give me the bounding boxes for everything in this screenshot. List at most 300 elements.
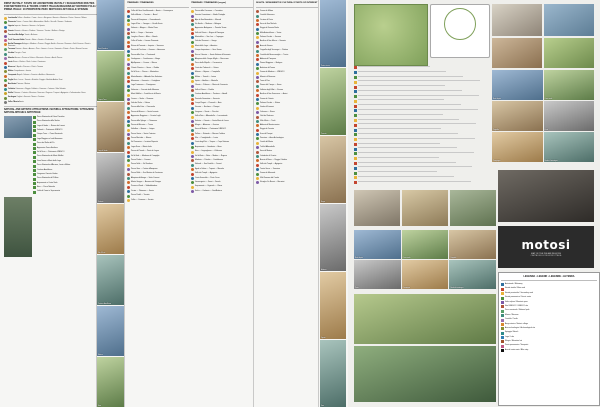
itinerary-label: Biella — Oropa — Santuario bbox=[131, 31, 154, 34]
marker-icon bbox=[256, 181, 259, 184]
attraction-entry bbox=[33, 190, 97, 193]
sight-row bbox=[256, 10, 318, 13]
itinerary-row bbox=[191, 27, 253, 30]
attraction-marker-icon bbox=[33, 121, 36, 124]
sight-row bbox=[256, 71, 318, 74]
sights-list bbox=[256, 10, 318, 185]
sight-label: Sassi di Matera bbox=[260, 150, 273, 153]
marker-icon bbox=[191, 63, 194, 66]
legend-item bbox=[501, 349, 597, 352]
marker-icon bbox=[191, 89, 194, 92]
itinerary-label: Alpe di San Benedetto — Marradi bbox=[195, 18, 222, 21]
note-row bbox=[354, 181, 488, 185]
attraction-label: Aspromonte e Costa Viola bbox=[37, 181, 58, 184]
note-row bbox=[354, 176, 488, 180]
marker-icon bbox=[191, 72, 194, 75]
sight-label: Villa d'Este — Tivoli bbox=[260, 119, 276, 122]
attractions-title: NATURAL AND ARTISTIC ATTRACTIONS / NATURAL ATTRACTIONS / ATTRAZIONI NATURALISTICHE E ARTISTICHE bbox=[4, 109, 94, 114]
photo-band-lower bbox=[354, 230, 496, 290]
photo-thumb bbox=[97, 201, 124, 254]
map-side bbox=[348, 0, 600, 407]
photo-thumb bbox=[97, 150, 124, 203]
legend-item bbox=[501, 305, 597, 308]
note-marker-icon bbox=[354, 167, 357, 170]
itinerary-label: Cilento — Palinuro — Marina di Camerota bbox=[195, 84, 228, 87]
sight-row bbox=[256, 40, 318, 43]
sight-label: Reggia di Venaria Reale bbox=[260, 27, 279, 30]
photo-strip-a bbox=[97, 0, 124, 407]
region-label: Liguria Imperia • Savona • Genova • La Spezia bbox=[8, 25, 45, 28]
marker-icon bbox=[127, 168, 130, 171]
region-entry bbox=[4, 83, 97, 86]
legend-swatch-icon bbox=[501, 319, 504, 322]
marker-icon bbox=[127, 107, 130, 110]
region-color-dot bbox=[4, 21, 7, 24]
sight-row bbox=[256, 141, 318, 144]
itinerary-label: Passo Gavia — Santa Caterina bbox=[131, 132, 156, 135]
legend-label: Museo / Museum bbox=[505, 313, 519, 316]
legend-label: Strada statale / Main road bbox=[505, 287, 526, 290]
region-label: Veneto Venezia • Verona • Padova • Vicenza • Treviso • Belluno • Rovigo bbox=[8, 29, 65, 32]
divider bbox=[4, 106, 97, 107]
itinerary-row bbox=[127, 76, 189, 79]
itinerary-row bbox=[191, 19, 253, 22]
legend-swatch-icon bbox=[501, 323, 504, 326]
sight-row bbox=[256, 155, 318, 158]
photo-caption: Porto bbox=[355, 287, 359, 289]
attraction-entry bbox=[33, 142, 97, 145]
legend-item bbox=[501, 296, 597, 299]
region-color-dot bbox=[4, 75, 7, 78]
marker-icon bbox=[256, 98, 259, 101]
marker-icon bbox=[127, 111, 130, 114]
attraction-marker-icon bbox=[33, 129, 36, 132]
sight-label: Valle dei Templi — Agrigento bbox=[260, 163, 283, 166]
marker-icon bbox=[127, 173, 130, 176]
photo-village bbox=[492, 38, 542, 68]
legend-item bbox=[501, 314, 597, 317]
itinerary-row bbox=[127, 54, 189, 57]
photo-thumb bbox=[492, 70, 543, 100]
itinerary-label: Valle dei Templi — Agrigento bbox=[195, 172, 218, 175]
sight-label: Battistero di Parma bbox=[260, 66, 275, 69]
itinerary-label: Matese — Bojano — Campitello bbox=[195, 71, 220, 74]
marker-icon bbox=[256, 111, 259, 114]
marker-icon bbox=[127, 58, 130, 61]
note-row bbox=[354, 99, 488, 103]
circle-graphic bbox=[444, 8, 476, 40]
photo-caption: Cascata bbox=[321, 133, 327, 135]
region-color-dot bbox=[4, 57, 7, 60]
itinerary-row bbox=[191, 168, 253, 171]
marker-icon bbox=[191, 133, 194, 136]
marker-icon bbox=[191, 124, 194, 127]
marker-icon bbox=[256, 151, 259, 154]
region-color-dot bbox=[4, 17, 7, 20]
itinerary-row bbox=[127, 128, 189, 131]
itinerary-row bbox=[127, 194, 189, 197]
itinerary-label: Lago Trasimeno — Passignano bbox=[131, 84, 156, 87]
photo-caption: Costiera Amalfitana bbox=[98, 303, 112, 305]
attraction-label: Parco Nazionale del Gran Paradiso bbox=[37, 115, 65, 118]
attraction-entry bbox=[33, 133, 97, 136]
itinerary-row bbox=[127, 185, 189, 188]
itinerary-label: Costa degli Dei — Tropea — Capo Vaticano bbox=[195, 141, 230, 144]
sight-label: Piazza Maggiore — Bologna bbox=[260, 62, 283, 65]
itinerary-row bbox=[127, 133, 189, 136]
brand-line-1: MAP OF THE ITALIAN REGIONS bbox=[531, 252, 561, 255]
photo-church bbox=[354, 190, 400, 226]
sight-label: Villa Romana del Casale bbox=[260, 176, 280, 179]
itinerary-row bbox=[191, 71, 253, 74]
note-row bbox=[354, 109, 488, 113]
itinerary-label: Nebrodi — San Fratello — Cesarò bbox=[195, 163, 222, 166]
sight-label: Duomo di Orvieto bbox=[260, 97, 274, 100]
itinerary-label: Supramonte — Orgosolo — Oliena bbox=[195, 185, 223, 188]
itinerary-label: Passo dello Spluga — Chiavenna bbox=[131, 119, 158, 122]
photo-thumb bbox=[544, 129, 595, 162]
marker-icon bbox=[127, 32, 130, 35]
legend-swatch-icon bbox=[501, 345, 504, 348]
sight-row bbox=[256, 27, 318, 30]
sight-row bbox=[256, 106, 318, 109]
itinerary-label: Altopiano di Asiago — Sette Comuni bbox=[131, 176, 160, 179]
legend-box bbox=[498, 272, 600, 406]
itinerary-row bbox=[127, 14, 189, 17]
itinerary-label: Monte Grappa — Bassano del Grappa bbox=[131, 180, 161, 183]
region-label: Valle d'Aosta Aosta bbox=[8, 100, 24, 103]
marker-icon bbox=[191, 129, 194, 132]
itinerary-label: Salento — Otranto — Santa Maria di Leuca bbox=[195, 119, 229, 122]
region-color-dot bbox=[4, 97, 7, 100]
itinerary-label: Altopiano delle Cinque Miglia — Roccaraso bbox=[195, 58, 229, 61]
marker-icon bbox=[256, 116, 259, 119]
itinerary-row bbox=[127, 45, 189, 48]
photo-large bbox=[4, 197, 32, 257]
sight-label: Mosaici di Ravenna bbox=[260, 75, 276, 78]
sight-row bbox=[256, 80, 318, 83]
marker-icon bbox=[191, 23, 194, 26]
sight-row bbox=[256, 181, 318, 184]
marker-icon bbox=[256, 164, 259, 167]
sight-label: Paestum — Area Archeologica bbox=[260, 137, 284, 140]
note-marker-icon bbox=[354, 124, 357, 127]
itinerary-label: Lago d'Iseo — Monte Isola bbox=[131, 145, 152, 148]
note-row bbox=[354, 104, 488, 108]
sight-row bbox=[256, 89, 318, 92]
marker-icon bbox=[191, 155, 194, 158]
photo-valley bbox=[354, 346, 496, 402]
attraction-entry bbox=[33, 138, 97, 141]
note-row bbox=[354, 76, 488, 80]
itinerary-row bbox=[191, 177, 253, 180]
attraction-label: Dolomiti — Patrimonio UNESCO bbox=[37, 129, 63, 132]
photo-caption: Campagna bbox=[493, 160, 501, 162]
note-marker-icon bbox=[354, 90, 357, 93]
legend-label: Borgo storico / Historic village bbox=[505, 322, 529, 325]
itinerary-row bbox=[127, 181, 189, 184]
itinerary-label: Vallo di Diano — Padula bbox=[195, 88, 214, 91]
itinerary-label: Maremma — Grosseto — Castiglione bbox=[131, 80, 161, 82]
divider bbox=[4, 14, 97, 15]
itinerary-label: Sassi di Matera — Patrimonio UNESCO bbox=[195, 128, 227, 131]
marker-icon bbox=[191, 164, 194, 167]
marker-icon bbox=[127, 94, 130, 97]
note-marker-icon bbox=[354, 157, 357, 160]
regions-list bbox=[4, 17, 97, 104]
itinerary-label: Gole del Furlo — Urbino bbox=[131, 101, 150, 104]
itinerary-label: Egadi e Saline — Trapani — Marsala bbox=[195, 167, 224, 170]
photo-thumb bbox=[320, 201, 346, 271]
sight-label: Arena di Verona bbox=[260, 44, 273, 47]
itinerary-row bbox=[191, 150, 253, 153]
photo-caption: Baita alpina bbox=[493, 98, 501, 100]
itinerary-label: Appennino Bolognese — Porretta Terme bbox=[195, 27, 227, 30]
region-label: Umbria Perugia • Terni bbox=[8, 52, 26, 55]
itinerary-label: Alpi Apuane — Carrara — Massa bbox=[131, 62, 157, 65]
sight-row bbox=[256, 133, 318, 136]
sight-row bbox=[256, 172, 318, 175]
marker-icon bbox=[256, 58, 259, 61]
photo-caption: Casa rurale bbox=[402, 257, 411, 259]
region-color-dot bbox=[4, 62, 7, 65]
photo-thumb bbox=[320, 337, 346, 407]
marker-icon bbox=[256, 32, 259, 35]
map-side-notes bbox=[354, 66, 488, 186]
photo-thumb bbox=[402, 230, 449, 259]
marker-icon bbox=[256, 10, 259, 13]
region-label: Calabria Catanzaro • Reggio Calabria • Cosenza • Crotone • Vibo Valentia bbox=[8, 87, 66, 90]
sight-row bbox=[256, 19, 318, 22]
sight-label: Città del Vaticano bbox=[260, 115, 274, 118]
marker-icon bbox=[191, 120, 194, 123]
marker-icon bbox=[127, 142, 130, 145]
note-row bbox=[354, 66, 488, 70]
region-label: Sicilia Palermo • Catania • Messina • Siracusa • Ragusa • Trapani • Agrigento • Caltanissetta • Enna bbox=[8, 91, 86, 94]
marker-icon bbox=[191, 36, 194, 39]
itinerary-row bbox=[127, 102, 189, 105]
sight-row bbox=[256, 62, 318, 65]
fold-line bbox=[124, 0, 125, 407]
note-marker-icon bbox=[354, 176, 357, 179]
photo-caption: Cappella bbox=[493, 129, 499, 131]
attraction-entry bbox=[33, 173, 97, 176]
marker-icon bbox=[127, 155, 130, 158]
region-label: Abruzzo L'Aquila • Pescara • Chieti • Teramo bbox=[8, 65, 44, 68]
itinerary-row bbox=[127, 40, 189, 43]
itinerary-label: Irpinia — Avellino — Montella bbox=[195, 80, 218, 82]
marker-icon bbox=[191, 181, 194, 184]
region-color-dot bbox=[4, 43, 7, 46]
itinerary-label: Valsesia — Alagna — Monte Rosa bbox=[131, 27, 158, 30]
sight-label: Abbazia di Pomposa bbox=[260, 58, 277, 61]
marker-icon bbox=[256, 28, 259, 31]
marker-icon bbox=[256, 23, 259, 26]
itinerary-label: Madonie — Petralia — Castelbuono bbox=[195, 159, 223, 162]
itinerary-label: Monte Amiata — Abbadia San Salvatore bbox=[131, 75, 163, 78]
note-marker-icon bbox=[354, 148, 357, 151]
sight-row bbox=[256, 14, 318, 17]
marker-icon bbox=[256, 124, 259, 127]
itinerary-label: Passo del Bracco — Sestri Levante bbox=[131, 110, 159, 113]
photo-thumb bbox=[449, 257, 496, 289]
region-label: Piemonte Torino • Cuneo • Asti • Alessandria • Biella • Vercelli • Novara • Verbania bbox=[8, 21, 72, 24]
region-color-dot bbox=[4, 53, 7, 56]
note-row bbox=[354, 133, 488, 137]
note-row bbox=[354, 80, 488, 84]
region-entry bbox=[4, 34, 97, 37]
legend-swatch-icon bbox=[501, 283, 504, 286]
sight-row bbox=[256, 102, 318, 105]
attraction-marker-icon bbox=[33, 169, 36, 172]
sight-label: Piazza del Campo — Siena bbox=[260, 84, 282, 87]
marker-icon bbox=[127, 190, 130, 193]
itinerary-label: Via Emilia — Modena — Bologna bbox=[195, 22, 221, 25]
attraction-label: Gran Sasso e Monti della Laga bbox=[37, 159, 62, 162]
note-marker-icon bbox=[354, 181, 357, 184]
attraction-entry bbox=[33, 120, 97, 123]
sight-label: Nuraghe Su Nuraxi — Barumini bbox=[260, 180, 285, 183]
attraction-entry bbox=[33, 160, 97, 163]
itinerary-row bbox=[127, 80, 189, 83]
attraction-entry bbox=[33, 155, 97, 158]
note-row bbox=[354, 162, 488, 166]
photo-thumb bbox=[97, 303, 124, 356]
legend-swatch-icon bbox=[501, 336, 504, 339]
itinerary-label: Garfagnana — Castelnuovo — Barga bbox=[131, 58, 161, 61]
itinerary-row bbox=[127, 10, 189, 13]
itinerary-label: Passo del Turchino — Genova — Arenzano bbox=[131, 49, 165, 52]
itinerary-label: Pollino — Rotonda — Morano Calabro bbox=[195, 132, 225, 135]
itinerary-label: Valtellina — Bormio — Livigno bbox=[131, 128, 155, 131]
marker-icon bbox=[127, 98, 130, 101]
attraction-label: Parco Nazionale del Pollino bbox=[37, 177, 59, 180]
itinerary-row bbox=[127, 124, 189, 127]
sight-row bbox=[256, 120, 318, 123]
note-marker-icon bbox=[354, 100, 357, 103]
marker-icon bbox=[256, 67, 259, 70]
marker-icon bbox=[256, 168, 259, 171]
photo-thumb bbox=[320, 0, 346, 67]
note-marker-icon bbox=[354, 66, 357, 69]
divider bbox=[501, 280, 597, 281]
marker-icon bbox=[127, 133, 130, 136]
photo-thumb bbox=[492, 129, 543, 162]
photo-caption: Faro bbox=[321, 405, 325, 407]
sight-label: Palazzo Ducale — Urbino bbox=[260, 101, 281, 104]
itinerary-label: Sulcis — Carbonia — Sant'Antioco bbox=[195, 189, 222, 192]
photo-thumb bbox=[492, 98, 543, 131]
photo-thumb bbox=[544, 70, 595, 100]
attraction-marker-icon bbox=[33, 160, 36, 163]
legend-swatch-icon bbox=[501, 305, 504, 308]
marker-icon bbox=[191, 137, 194, 140]
sight-label: Mole Antonelliana — Torino bbox=[260, 31, 282, 34]
itinerary-row bbox=[191, 54, 253, 57]
marker-icon bbox=[191, 146, 194, 149]
photo-building bbox=[492, 4, 542, 36]
itinerary-label: Passo del Sempione — Domodossola bbox=[131, 18, 161, 21]
region-label: Emilia Romagna Bologna • Modena • Parma • Reggio Emilia • Ferrara • Ravenna • Forlì-Cesena • Rimini • Piacenza bbox=[8, 43, 91, 48]
legend-swatch-icon bbox=[501, 310, 504, 313]
sight-label: Basilica di San Francesco — Assisi bbox=[260, 93, 288, 96]
region-color-dot bbox=[4, 70, 7, 73]
legend-item bbox=[501, 292, 597, 295]
brand-line-2: CARTA DELLE REGIONI D'ITALIA bbox=[530, 254, 562, 257]
itinerary-row bbox=[127, 172, 189, 175]
photo-landscape bbox=[544, 4, 594, 36]
marker-icon bbox=[127, 72, 130, 75]
region-color-dot bbox=[4, 92, 7, 95]
sight-label: Trulli di Alberobello bbox=[260, 145, 275, 148]
marker-icon bbox=[191, 67, 194, 70]
legend-label: Valico alpino / Mountain pass bbox=[505, 300, 528, 303]
marker-icon bbox=[127, 80, 130, 83]
itinerary-row bbox=[127, 49, 189, 52]
itinerary-label: Passo Giau — Cortina d'Ampezzo bbox=[131, 167, 158, 170]
region-entry bbox=[4, 66, 97, 69]
region-label: Basilicata Potenza • Matera bbox=[8, 83, 31, 86]
itinerary-row bbox=[191, 36, 253, 39]
marker-icon bbox=[127, 186, 130, 189]
region-color-dot bbox=[4, 26, 7, 29]
photo-thumb bbox=[320, 65, 346, 135]
itinerary-label: Valle del Savio — Bagno di Romagna bbox=[195, 31, 225, 34]
marker-icon bbox=[127, 164, 130, 167]
itinerary-row bbox=[191, 62, 253, 65]
marker-icon bbox=[127, 89, 130, 92]
itinerary-row bbox=[191, 146, 253, 149]
note-row bbox=[354, 123, 488, 127]
legend-item bbox=[501, 301, 597, 304]
itinerary-label: Passo della Futa — Firenzuola bbox=[131, 106, 155, 109]
marker-icon bbox=[256, 173, 259, 176]
itinerary-row bbox=[127, 199, 189, 202]
legend-swatch-icon bbox=[501, 332, 504, 335]
sight-row bbox=[256, 146, 318, 149]
marker-icon bbox=[127, 15, 130, 18]
note-marker-icon bbox=[354, 86, 357, 89]
itinerary-row bbox=[127, 23, 189, 26]
itinerary-row bbox=[127, 62, 189, 65]
divider bbox=[256, 7, 318, 8]
note-row bbox=[354, 119, 488, 123]
note-row bbox=[354, 138, 488, 142]
marker-icon bbox=[127, 151, 130, 154]
photo-caption: Strada di montagna bbox=[450, 287, 464, 289]
notes-list bbox=[354, 66, 488, 186]
itinerary-row bbox=[191, 190, 253, 193]
region-label: Lazio Roma • Viterbo • Rieti • Latina • Frosinone bbox=[8, 61, 46, 64]
sight-row bbox=[256, 150, 318, 153]
photo-strip-b bbox=[320, 0, 346, 407]
legend-swatch-icon bbox=[501, 292, 504, 295]
note-row bbox=[354, 128, 488, 132]
sight-row bbox=[256, 98, 318, 101]
legend-list bbox=[501, 283, 597, 352]
itinerary-label: Passo Rolle — San Martino di Castrozza bbox=[131, 172, 163, 175]
marker-icon bbox=[127, 36, 130, 39]
photo-caption: Ponte storico bbox=[321, 65, 330, 67]
photo-caption: Val d'Orcia bbox=[98, 252, 106, 254]
itinerary-label: Gennargentu — Fonni — Desulo bbox=[195, 180, 221, 183]
itinerary-row bbox=[191, 155, 253, 158]
itinerary-label: Val di Sole — Madonna di Campiglio bbox=[131, 154, 160, 157]
itinerary-row bbox=[127, 163, 189, 166]
sight-label: Bronzi di Riace — Reggio Calabria bbox=[260, 159, 288, 162]
itinerary-label: Montefeltro — San Leo — Carpegna bbox=[195, 36, 224, 39]
marker-icon bbox=[191, 173, 194, 176]
